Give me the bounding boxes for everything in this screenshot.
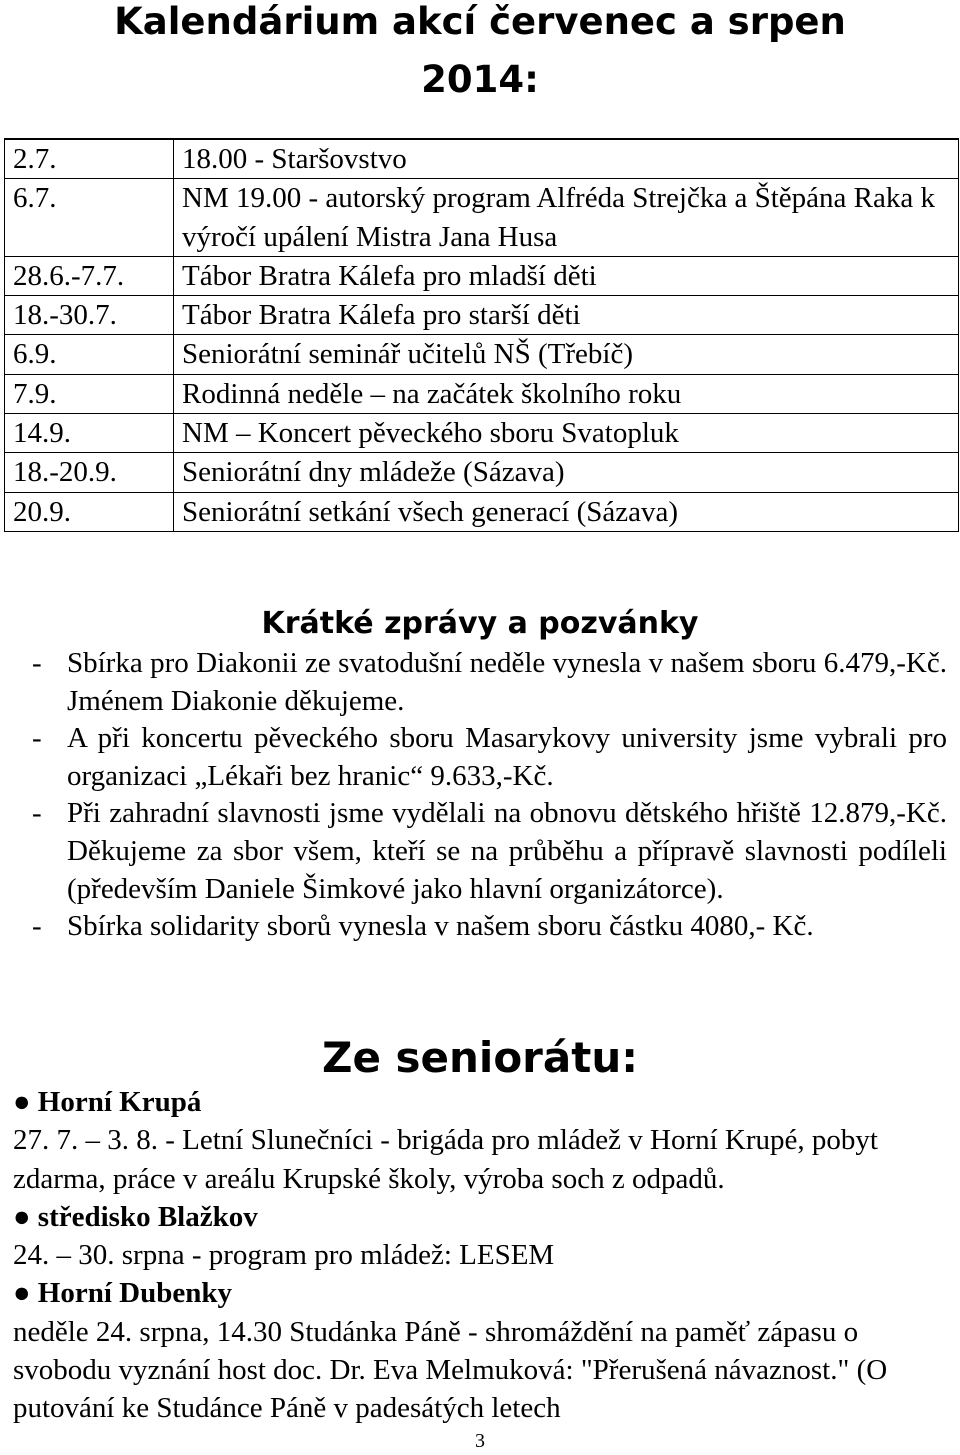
calendar-table [4, 138, 959, 532]
calendar-event: NM 19.00 - autorský program Alfréda Strejčka a Štěpána Raka k výročí upálení Mistra Jana Husa [174, 179, 959, 257]
bullet-icon: ● [13, 1277, 31, 1310]
table-row [5, 414, 959, 453]
calendar-date: 6.9. [5, 335, 174, 374]
section-text: 27. 7. – 3. 8. - Letní Slunečníci - brigáda pro mládež v Horní Krupé, pobyt zdarma, práce v areálu Krupské školy, výroba soch z odpadů. [13, 1124, 878, 1195]
news-text: Sbírka pro Diakonii ze svatodušní neděle vynesla v našem sboru 6.479,-Kč. Jménem Diakonie děkujeme. [67, 647, 947, 717]
calendar-date: 7.9. [5, 374, 174, 413]
section-heading [13, 1083, 943, 1121]
section-heading [13, 1274, 943, 1312]
list-item [10, 908, 947, 946]
seniorat-section [13, 1083, 943, 1428]
table-row [5, 179, 959, 257]
table-row [5, 335, 959, 374]
table-row [5, 139, 959, 179]
news-text: Při zahradní slavnosti jsme vydělali na obnovu dětského hřiště 12.879,-Kč. Děkujeme za sbor všem, kteří se na průběhu a přípravě slavnosti podíleli (především Daniele Šimkové jako hlavní organizátorce). [67, 797, 947, 905]
section-name: Horní Dubenky [37, 1277, 232, 1310]
calendar-event: NM – Koncert pěveckého sboru Svatopluk [174, 414, 959, 453]
bullet-icon: ● [13, 1086, 31, 1118]
section-text: 24. – 30. srpna - program pro mládež: LESEM [13, 1239, 555, 1272]
table-row [5, 256, 959, 295]
section-text: neděle 24. srpna, 14.30 Studánka Páně - shromáždění na paměť zápasu o svobodu vyznání host doc. Dr. Eva Melmuková: "Přerušená návaznost." (O putování ke Studánce Páně v padesátých letech [13, 1315, 888, 1425]
list-item [10, 795, 947, 908]
calendar-event: 18.00 - Staršovstvo [174, 139, 959, 179]
news-heading: Krátké zprávy a pozvánky [261, 606, 699, 641]
calendar-date: 14.9. [5, 414, 174, 453]
news-text: Sbírka solidarity sborů vynesla v našem sboru částku 4080,- Kč. [67, 910, 814, 943]
table-row [5, 492, 959, 531]
table-row [5, 374, 959, 413]
calendar-event: Seniorátní setkání všech generací (Sázava) [174, 492, 959, 531]
calendar-date: 18.-30.7. [5, 296, 174, 335]
page-title-year: 2014: [421, 58, 539, 101]
calendar-date: 18.-20.9. [5, 453, 174, 492]
list-dash: - [32, 797, 42, 830]
section-name: Horní Krupá [37, 1086, 202, 1118]
news-text: A při koncertu pěveckého sboru Masarykovy university jsme vybrali pro organizaci „Lékaři bez hranic“ 9.633,-Kč. [67, 722, 947, 792]
calendar-event: Tábor Bratra Kálefa pro mladší děti [174, 256, 959, 295]
table-row [5, 296, 959, 335]
list-dash: - [32, 910, 42, 943]
list-item [10, 645, 947, 720]
table-row [5, 453, 959, 492]
calendar-date: 6.7. [5, 179, 174, 257]
page-number: 3 [475, 1430, 485, 1452]
calendar-date: 20.9. [5, 492, 174, 531]
calendar-event: Seniorátní dny mládeže (Sázava) [174, 453, 959, 492]
seniorat-heading: Ze seniorátu: [321, 1033, 639, 1082]
calendar-event: Rodinná neděle – na začátek školního roku [174, 374, 959, 413]
calendar-date: 2.7. [5, 139, 174, 179]
list-item [10, 720, 947, 795]
news-list [10, 645, 947, 946]
bullet-icon: ● [13, 1200, 31, 1233]
section-heading [13, 1198, 943, 1236]
calendar-event: Tábor Bratra Kálefa pro starší děti [174, 296, 959, 335]
page-title: Kalendárium akcí červenec a srpen [114, 0, 846, 43]
calendar-event: Seniorátní seminář učitelů NŠ (Třebíč) [174, 335, 959, 374]
list-dash: - [32, 722, 42, 755]
section-name: středisko Blažkov [37, 1200, 258, 1233]
calendar-date: 28.6.-7.7. [5, 256, 174, 295]
list-dash: - [32, 647, 42, 679]
